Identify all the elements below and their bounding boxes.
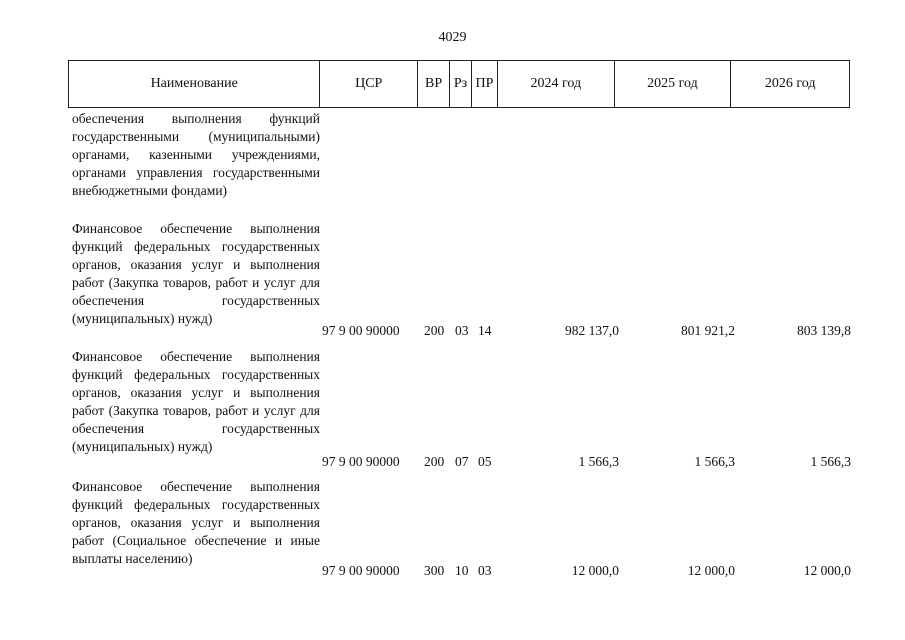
row-name: Финансовое обеспечение выполнения функций федеральных государственных органов, оказания услуг и выполнения работ (Закупка товаров, работ и услуг для обеспечения государственных (муниципальных) нужд) — [72, 221, 320, 326]
row-pr: 05 — [478, 454, 492, 469]
header-2025: 2025 год — [615, 61, 732, 107]
row-vr: 200 — [424, 323, 445, 338]
row-rz: 07 — [455, 454, 469, 469]
row-pr: 03 — [478, 563, 492, 578]
row-vr: 200 — [424, 454, 445, 469]
row-2025: 801 921,2 — [681, 323, 735, 338]
row-csr: 97 9 00 90000 — [322, 323, 400, 338]
header-pr: ПР — [472, 61, 498, 107]
row-vr: 300 — [424, 563, 445, 578]
row-2026: 12 000,0 — [803, 563, 851, 578]
row-2026: 1 566,3 — [810, 454, 851, 469]
row-rz: 10 — [455, 563, 469, 578]
row-rz: 03 — [455, 323, 469, 338]
row-csr: 97 9 00 90000 — [322, 454, 400, 469]
header-2024: 2024 год — [498, 61, 615, 107]
continuation-text: обеспечения выполнения функций государственными (муниципальными) органами, казенными учреждениями, органами управления государственными внебюджетными фондами) — [72, 111, 320, 198]
header-2026: 2026 год — [764, 76, 816, 91]
table-header — [68, 60, 850, 108]
row-2024: 982 137,0 — [565, 323, 619, 338]
row-2026: 803 139,8 — [797, 323, 851, 338]
header-name: Наименование — [69, 61, 320, 107]
row-csr: 97 9 00 90000 — [322, 563, 400, 578]
row-name: Финансовое обеспечение выполнения функций федеральных государственных органов, оказания услуг и выполнения работ (Закупка товаров, работ и услуг для обеспечения государственных (муниципальных) нужд) — [72, 349, 320, 454]
header-csr: ЦСР — [320, 61, 418, 107]
row-2025: 12 000,0 — [687, 563, 735, 578]
row-2025: 1 566,3 — [694, 454, 735, 469]
header-vr: ВР — [418, 61, 450, 107]
row-pr: 14 — [478, 323, 492, 338]
row-2024: 12 000,0 — [571, 563, 619, 578]
header-rz: Рз — [450, 61, 472, 107]
page-number: 4029 — [438, 30, 467, 45]
row-name: Финансовое обеспечение выполнения функций федеральных государственных органов, оказания услуг и выполнения работ (Социальное обеспечение и иные выплаты населению) — [72, 479, 320, 566]
row-2024: 1 566,3 — [578, 454, 619, 469]
